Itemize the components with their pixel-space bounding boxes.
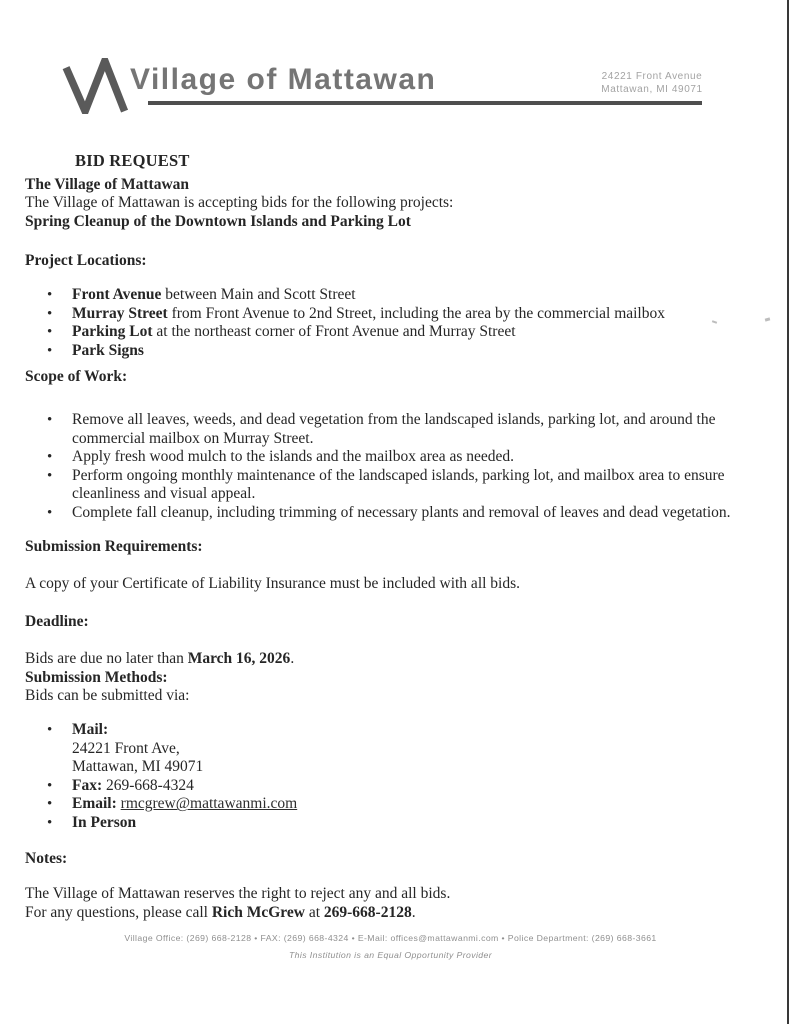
contact-phone: 269-668-2128 — [323, 903, 412, 921]
submission-methods-list — [25, 721, 766, 833]
list-item — [72, 286, 766, 305]
locations-list — [25, 286, 766, 360]
location-name: Parking Lot — [72, 323, 153, 341]
deadline-post: . — [290, 650, 295, 668]
list-item — [72, 323, 766, 342]
notes-line2 — [25, 904, 766, 923]
letterhead-address — [594, 70, 710, 96]
submission-methods-intro: Bids can be submitted via: — [25, 687, 190, 705]
document-title: BID REQUEST — [75, 151, 190, 170]
letterhead-address-line1: 24221 Front Avenue — [601, 71, 703, 82]
locations-heading: Project Locations: — [25, 252, 147, 270]
notes-line1: The Village of Mattawan reserves the right to reject any and all bids. — [25, 885, 451, 903]
list-item-in-person — [72, 814, 766, 833]
document-body — [25, 152, 766, 922]
list-item — [72, 342, 766, 361]
intro-line: The Village of Mattawan is accepting bids for the following projects: — [25, 194, 454, 212]
email-link[interactable]: rmcgrew@mattawanmi.com — [120, 795, 298, 813]
location-detail: from Front Avenue to 2nd Street, including the area by the commercial mailbox — [167, 304, 665, 322]
project-title-line: Spring Cleanup of the Downtown Islands and Parking Lot — [25, 212, 411, 230]
scan-edge-line — [787, 0, 789, 1024]
list-item-fax — [72, 777, 766, 796]
contact-name: Rich McGrew — [211, 903, 305, 921]
email-label: Email: — [72, 795, 117, 813]
notes-line2-pre: For any questions, please call — [25, 903, 212, 921]
location-name: Park Signs — [72, 341, 144, 359]
intro-heading: The Village of Mattawan — [25, 175, 190, 193]
list-item — [72, 305, 766, 324]
notes-line2-post: . — [411, 903, 416, 921]
location-detail: between Main and Scott Street — [161, 285, 356, 303]
deadline-line — [25, 650, 766, 669]
list-item-email — [72, 795, 766, 814]
location-name: Front Avenue — [72, 285, 162, 303]
notes-line2-mid: at — [304, 903, 324, 921]
list-item: • Remove all leaves, weeds, and dead vegetation from the landscaped islands, parking lot, and around the commercial mailbox on Murray Street. — [72, 411, 766, 448]
mail-label: Mail: — [72, 721, 109, 739]
mattawan-logo-icon — [62, 58, 130, 119]
letterhead-address-line2: Mattawan, MI 49071 — [601, 84, 703, 95]
mail-address-line2: Mattawan, MI 49071 — [72, 758, 204, 776]
submission-methods-heading: Submission Methods: — [25, 668, 168, 686]
deadline-heading: Deadline: — [25, 612, 89, 630]
list-item: • Perform ongoing monthly maintenance of the landscaped islands, parking lot, and mailbox area to ensure cleanliness and visual appeal. — [72, 467, 766, 504]
location-name: Murray Street — [72, 304, 168, 322]
in-person-label: In Person — [72, 814, 137, 832]
submission-requirements-heading: Submission Requirements: — [25, 537, 203, 555]
submission-requirements-body: A copy of your Certificate of Liability Insurance must be included with all bids. — [25, 575, 521, 593]
deadline-pre: Bids are due no later than — [25, 650, 188, 668]
deadline-date: March 16, 2026 — [187, 650, 291, 668]
footer-contact-line: Village Office: (269) 668-2128 • FAX: (269) 668-4324 • E-Mail: offices@mattawanmi.com • Police Department: (269) 668-3661 — [124, 933, 657, 943]
letterhead-divider — [148, 101, 702, 105]
location-detail: at the northeast corner of Front Avenue and Murray Street — [152, 323, 516, 341]
footer-eop-line: This Institution is an Equal Opportunity Provider — [288, 950, 493, 960]
scope-list — [25, 411, 766, 523]
fax-number: 269-668-4324 — [102, 776, 194, 794]
org-title: Village of Mattawan — [130, 63, 437, 96]
list-item: • Complete fall cleanup, including trimming of necessary plants and removal of leaves and dead vegetation. — [72, 504, 766, 523]
scan-artifact — [765, 317, 771, 321]
notes-heading: Notes: — [25, 849, 68, 867]
fax-label: Fax: — [72, 776, 103, 794]
scope-heading: Scope of Work: — [25, 368, 128, 386]
list-item-mail — [72, 721, 766, 777]
mail-address-line1: 24221 Front Ave, — [72, 739, 180, 757]
list-item: • Apply fresh wood mulch to the islands and the mailbox area as needed. — [72, 448, 766, 467]
